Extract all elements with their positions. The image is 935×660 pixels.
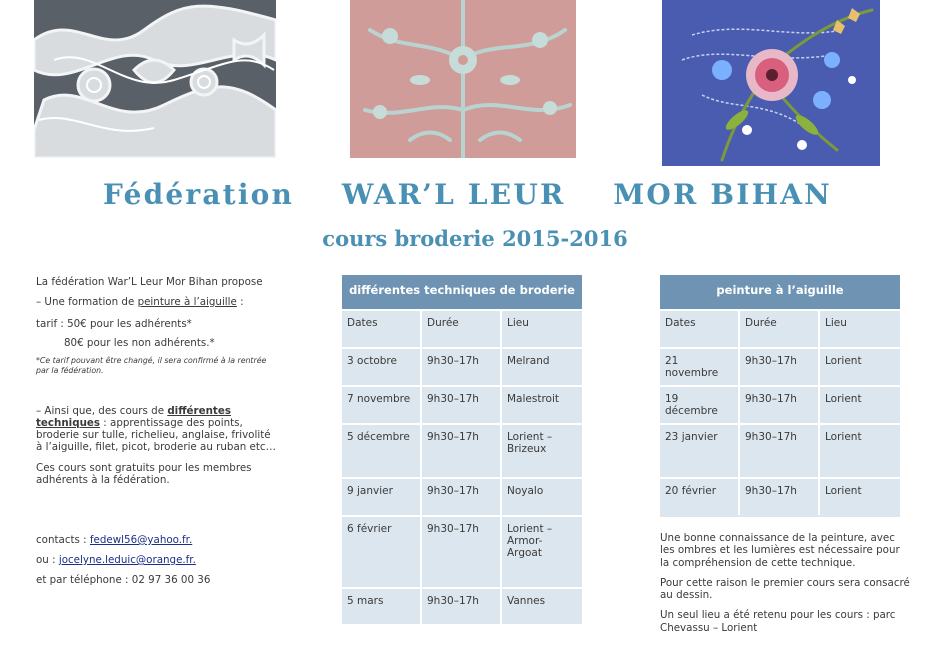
- cell-date: 6 février: [342, 517, 422, 587]
- cell-lieu: Lorient: [825, 393, 862, 405]
- column-header-dates: Dates: [342, 311, 422, 347]
- column-header-duree: Durée: [740, 311, 820, 347]
- peinture-notes: [660, 532, 910, 642]
- table-column-headers: [342, 309, 582, 347]
- cell-duree: 9h30–17h: [422, 349, 502, 385]
- photo-blue-fabric-flower-embroidery: [662, 0, 880, 166]
- column-header-lieu: Lieu: [825, 317, 847, 329]
- intro-formation-link: peinture à l’aiguille: [137, 296, 237, 308]
- cell-lieu: Lorient – Brizeux: [507, 431, 553, 455]
- table-row: [342, 515, 582, 587]
- table-row: [660, 347, 900, 385]
- table-row: [660, 477, 900, 515]
- contacts-label: contacts :: [36, 534, 90, 546]
- tarif-note: *Ce tarif pouvant être changé, il sera confirmé à la rentrée par la fédération.: [36, 356, 267, 375]
- cell-duree: 9h30–17h: [422, 425, 502, 477]
- note-paragraph: Pour cette raison le premier cours sera consacré au dessin.: [660, 576, 910, 602]
- cell-duree: 9h30–17h: [740, 425, 820, 477]
- cell-date: 23 janvier: [660, 425, 740, 477]
- cell-lieu: Lorient – Armor-Argoat: [507, 523, 553, 559]
- table-row: [342, 347, 582, 385]
- table-row: [342, 385, 582, 423]
- cell-duree: 9h30–17h: [740, 387, 820, 423]
- cell-lieu: Lorient: [825, 485, 862, 497]
- table-row: [342, 477, 582, 515]
- contact-email-link[interactable]: fedewl56@yahoo.fr.: [89, 534, 193, 546]
- cell-duree: 9h30–17h: [740, 479, 820, 515]
- intro-techniques-paragraph: [36, 405, 276, 453]
- contact-phone: et par téléphone : 02 97 36 00 36: [36, 574, 211, 586]
- cell-duree: 9h30–17h: [422, 387, 502, 423]
- cell-lieu: Malestroit: [507, 393, 560, 405]
- cell-date: 5 décembre: [342, 425, 422, 477]
- note-paragraph: Une bonne connaissance de la peinture, avec les ombres et les lumières est nécessaire pour la compréhension de cette technique.: [660, 532, 900, 569]
- cell-lieu: Noyalo: [507, 485, 544, 497]
- photo-white-lace-embroidery: [34, 0, 276, 158]
- contacts-alt-line: [36, 554, 196, 566]
- table-header: peinture à l’aiguille: [660, 275, 900, 309]
- intro-techniques-link: différentes techniques: [36, 405, 231, 429]
- tarif-non-adherents: 80€ pour les non adhérents.*: [64, 337, 215, 349]
- contact-alt-email-link[interactable]: jocelyne.leduic@orange.fr.: [58, 554, 196, 566]
- contacts-line: [36, 534, 192, 546]
- tarif-adherents: tarif : 50€ pour les adhérents*: [36, 318, 192, 330]
- note-paragraph: Un seul lieu a été retenu pour les cours : parc Chevassu – Lorient: [660, 609, 896, 634]
- cell-duree: 9h30–17h: [422, 479, 502, 515]
- cell-duree: 9h30–17h: [422, 589, 502, 624]
- table-row: [342, 423, 582, 477]
- peinture-schedule-table: [660, 275, 900, 517]
- page-title: Fédération WAR’L LEUR MOR BIHAN: [103, 178, 832, 211]
- table-row: [660, 385, 900, 423]
- cell-duree: 9h30–17h: [422, 517, 502, 587]
- intro-techniques-suffix: : apprentissage des points, broderie sur tulle, richelieu, anglaise, frivolité à l’aiguille, filet, picot, broderie au ruban etc…: [36, 417, 276, 453]
- contacts-alt-label: ou :: [36, 554, 59, 566]
- intro-techniques-prefix: – Ainsi que, des cours de: [36, 405, 168, 417]
- table-column-headers: [660, 309, 900, 347]
- table-row: [660, 423, 900, 477]
- cell-date: 19 décembre: [660, 387, 740, 423]
- cell-date: 5 mars: [342, 589, 422, 624]
- intro-formation-prefix: – Une formation de: [36, 296, 138, 308]
- column-header-duree: Durée: [422, 311, 502, 347]
- intro-free-paragraph: Ces cours sont gratuits pour les membres adhérents à la fédération.: [36, 462, 252, 486]
- cell-lieu: Lorient: [825, 355, 862, 367]
- techniques-schedule-table: [342, 275, 582, 624]
- page-subtitle: cours broderie 2015-2016: [322, 226, 628, 251]
- cell-date: 20 février: [660, 479, 740, 515]
- table-header: différentes techniques de broderie: [342, 275, 582, 309]
- cell-duree: 9h30–17h: [740, 349, 820, 385]
- table-row: [342, 587, 582, 624]
- cell-lieu: Vannes: [507, 595, 546, 607]
- intro-line: La fédération War’L Leur Mor Bihan propose: [36, 276, 263, 288]
- cell-lieu: Lorient: [825, 431, 862, 443]
- photo-pink-fabric-embroidery: [350, 0, 576, 158]
- cell-date: 9 janvier: [342, 479, 422, 515]
- column-header-lieu: Lieu: [507, 317, 529, 329]
- cell-date: 3 octobre: [342, 349, 422, 385]
- intro-formation-suffix: :: [236, 296, 244, 308]
- cell-date: 21 novembre: [660, 349, 740, 385]
- cell-lieu: Melrand: [507, 355, 550, 367]
- intro-formation-line: [36, 296, 244, 308]
- column-header-dates: Dates: [660, 311, 740, 347]
- cell-date: 7 novembre: [342, 387, 422, 423]
